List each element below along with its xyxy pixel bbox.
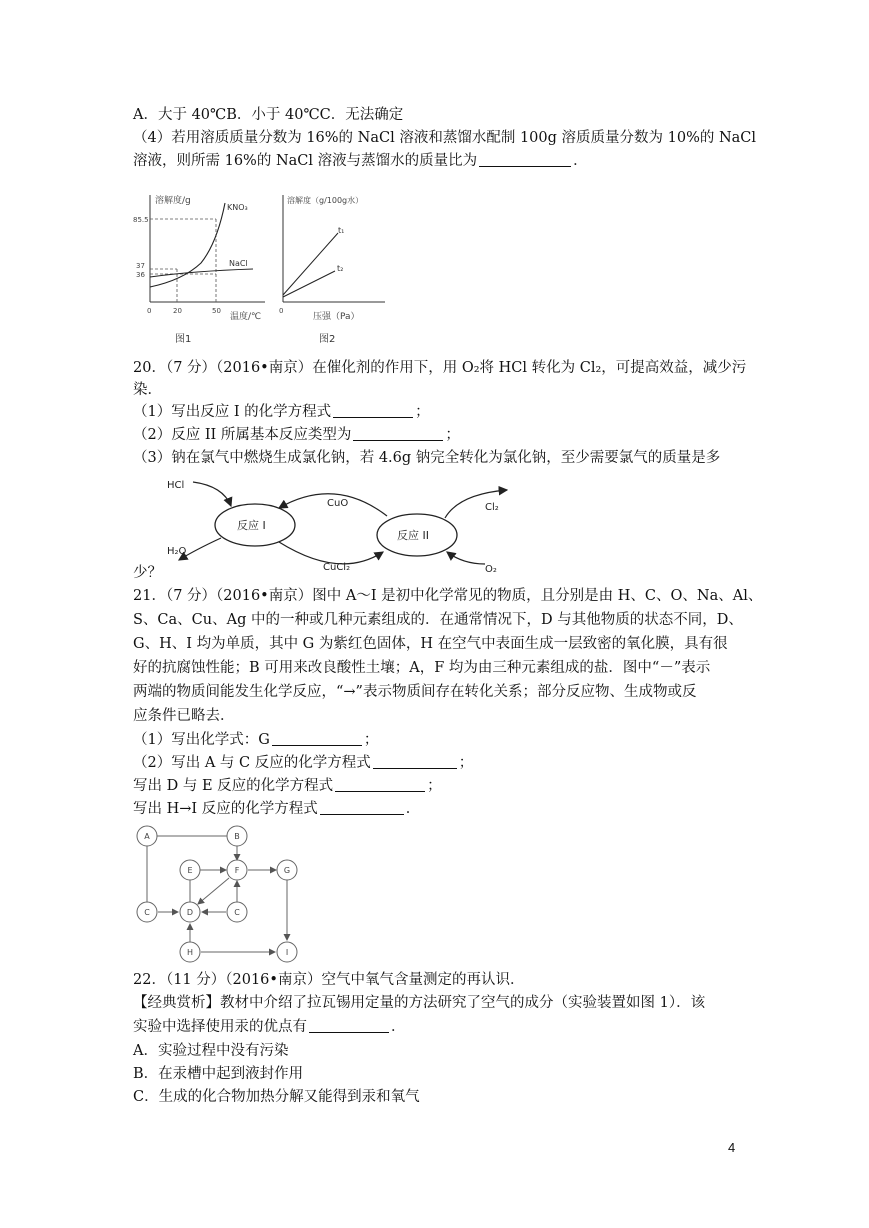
question-19-part-4-line: （4）若用溶质质量分数为 16%的 NaCl 溶液和蒸馏水配制 100g 溶质质量分数为 10%的 NaCl [133, 130, 757, 146]
cuo-label: CuO [327, 498, 349, 509]
reaction-2-label: 反应 II [397, 529, 429, 542]
reaction-1-label: 反应 I [237, 519, 266, 532]
fig1-xlabel: 温度/℃ [230, 312, 262, 322]
fig2-caption: 图2 [319, 334, 336, 345]
question-21-line-2: S、Ca、Cu、Ag 中的一种或几种元素组成的．在通常情况下，D 与其他物质的状态不同，D、 [133, 612, 743, 628]
question-22-option-a: A．实验过程中没有污染 [133, 1043, 289, 1059]
fig1-caption: 图1 [175, 334, 192, 345]
node-a-label: A [144, 832, 150, 841]
question-22-line-1: 22．（11 分）（2016•南京）空气中氧气含量测定的再认识． [133, 972, 525, 988]
node-i-label: I [285, 948, 289, 957]
reaction-cycle-diagram [155, 468, 525, 580]
cucl2-label: CuCl₂ [323, 562, 351, 573]
nacl-curve [150, 269, 253, 277]
fig1-xtick-50: 50 [212, 307, 221, 315]
answer-blank[interactable] [373, 754, 457, 769]
fig2-t1-label: t₁ [338, 226, 345, 235]
answer-blank[interactable] [335, 777, 425, 792]
o2-label: O₂ [485, 564, 497, 575]
question-19-option-line: A．大于 40℃B．小于 40℃C．无法确定 [133, 107, 404, 123]
t1-line [283, 233, 338, 295]
node-f-label: F [234, 866, 240, 875]
fig2-t2-label: t₂ [337, 264, 344, 273]
question-19-part-4-line-2: 溶液，则所需 16%的 NaCl 溶液与蒸馏水的质量比为 ． [133, 153, 588, 169]
question-20-line-end: 少？ [133, 565, 162, 581]
node-e-label: E [187, 866, 193, 875]
question-20-line-1: 20．（7 分）（2016•南京）在催化剂的作用下，用 O₂将 HCl 转化为 Cl₂，可提高效益，减少污 [133, 360, 747, 376]
question-20-part-3: （3）钠在氯气中燃烧生成氯化钠，若 4.6g 钠完全转化为氯化钠，至少需要氯气的质量是多 [133, 450, 721, 466]
question-21-line-3: G、H、I 均为单质，其中 G 为紫红色固体，H 在空气中表面生成一层致密的氧化膜，具有很 [133, 636, 728, 652]
question-21-line-1: 21．（7 分）（2016•南京）图中 A～I 是初中化学常见的物质，且分别是由 H、C、O、Na、Al、 [133, 588, 763, 604]
fig1-nacl-label: NaCl [229, 259, 248, 268]
node-c-right-label: C [234, 908, 240, 917]
answer-blank[interactable] [309, 1018, 389, 1033]
answer-blank[interactable] [272, 731, 362, 746]
cl2-label: Cl₂ [485, 502, 499, 513]
node-b-label: B [234, 832, 240, 841]
question-22-option-c: C．生成的化合物加热分解又能得到汞和氧气 [133, 1089, 420, 1105]
fig1-ytick-37: 37 [136, 262, 145, 270]
node-d-label: D [186, 908, 194, 917]
fig1-kno3-label: KNO₃ [227, 203, 248, 212]
page-number: 4 [728, 1140, 736, 1155]
question-21-part-2: （2）写出 A 与 C 反应的化学方程式 ； [133, 755, 474, 771]
question-21-part-1: （1）写出化学式：G ； [133, 732, 379, 748]
answer-blank[interactable] [353, 426, 443, 441]
t2-line [283, 271, 335, 297]
node-h-label: H [186, 948, 194, 957]
hcl-label: HCl [167, 480, 185, 491]
fig1-ytick-36: 36 [136, 271, 145, 279]
figure-1-solubility-curve [133, 194, 265, 345]
question-21-line-4: 好的抗腐蚀性能；B 可用来改良酸性土壤；A，F 均为由三种元素组成的盐．图中“－”表示 [133, 660, 711, 676]
node-g-label: G [283, 866, 291, 875]
question-21-line-5: 两端的物质间能发生化学反应，“→”表示物质间存在转化关系；部分反应物、生成物或反 [133, 684, 697, 700]
fig1-ytick-85: 85.5 [133, 216, 149, 224]
fig2-ylabel: 溶解度（g/100g水） [287, 196, 364, 205]
question-22-line-3: 实验中选择使用汞的优点有 ． [133, 1019, 406, 1035]
fig1-ylabel: 溶解度/g [155, 196, 191, 206]
h2o-label: H₂O [167, 546, 187, 557]
figure-2-solubility-pressure [279, 195, 385, 345]
question-22-line-2: 【经典赏析】教材中介绍了拉瓦锡用定量的方法研究了空气的成分（实验装置如图 1）．该 [133, 995, 706, 1011]
node-c-left-label: C [144, 908, 150, 917]
fig1-xtick-20: 20 [173, 307, 182, 315]
question-20-part-1: （1）写出反应 I 的化学方程式 ； [133, 404, 430, 420]
question-21-part-2c: 写出 H→I 反应的化学方程式 ． [133, 801, 421, 817]
question-21-part-2b: 写出 D 与 E 反应的化学方程式 ； [133, 778, 442, 794]
question-21-line-6: 应条件已略去． [133, 708, 235, 724]
fig2-origin: 0 [279, 307, 284, 315]
answer-blank[interactable] [333, 403, 413, 418]
substance-network-diagram [128, 818, 308, 966]
question-22-option-b: B．在汞槽中起到液封作用 [133, 1066, 304, 1082]
question-20-part-2: （2）反应 II 所属基本反应类型为 ； [133, 427, 460, 443]
question-20-line-2: 染． [133, 382, 162, 398]
solubility-figures [133, 185, 393, 345]
answer-blank[interactable] [479, 152, 571, 167]
answer-blank[interactable] [320, 800, 404, 815]
fig1-xtick-0: 0 [147, 307, 152, 315]
fig2-xlabel: 压强（Pa） [313, 312, 360, 322]
